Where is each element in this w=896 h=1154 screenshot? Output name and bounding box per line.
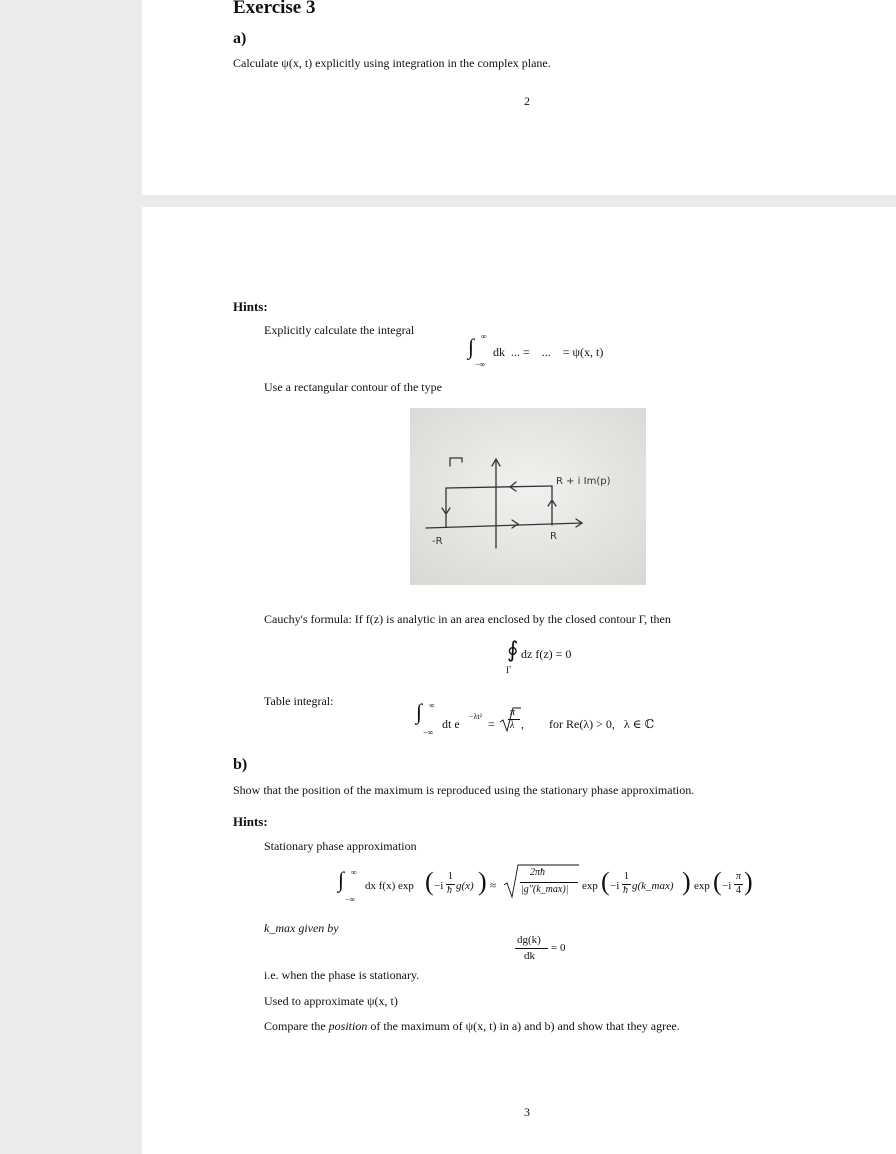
page-number-3: 3 <box>524 1105 530 1119</box>
table-sqrt-num: π <box>510 707 516 718</box>
sp-arg3-pre: −i <box>722 880 732 892</box>
contour-text: Use a rectangular contour of the type <box>264 380 442 394</box>
compare-text <box>264 1019 680 1034</box>
sp-exp3: exp <box>694 880 710 892</box>
table-condition: for Re(λ) > 0, λ ∈ ℂ <box>549 717 655 731</box>
contour-integral-sign: ∮ <box>507 637 519 662</box>
contour-sketch <box>410 408 646 585</box>
sp-frac2-num: 1 <box>624 871 629 882</box>
table-upper: ∞ <box>429 701 435 710</box>
contour-label-minus-r: -R <box>432 536 443 547</box>
contour-photo <box>410 408 646 585</box>
sp-arg2-pre: −i <box>610 880 620 892</box>
sp-frac1-num: 1 <box>448 871 453 882</box>
exercise-title: Exercise 3 <box>233 0 316 18</box>
sp-frac3-den: 4 <box>736 885 741 896</box>
contour-label-top: R + i Im(p) <box>556 476 611 487</box>
table-lower: −∞ <box>423 728 434 737</box>
explicit-text: Explicitly calculate the integral <box>264 323 415 337</box>
compare-post: of the maximum of ψ(x, t) in a) and b) and show that they agree. <box>367 1019 680 1033</box>
sp-arg1-post: g(x) <box>456 880 474 892</box>
sp-arg1-pre: −i <box>434 880 444 892</box>
contour-label-r: R <box>550 531 557 542</box>
integral-lower: −∞ <box>475 360 486 369</box>
kmax-den: dk <box>524 950 535 962</box>
sp-upper: ∞ <box>351 868 357 877</box>
sp-lower: −∞ <box>345 895 356 904</box>
part-b-text: Show that the position of the maximum is reproduced using the stationary phase approximation. <box>233 783 695 797</box>
contour-sub: Γ <box>506 665 512 675</box>
used-text: Used to approximate ψ(x, t) <box>264 994 398 1008</box>
hints-label: Hints: <box>233 299 268 314</box>
table-sqrt-den: λ <box>510 720 515 731</box>
page-number: 2 <box>524 94 530 108</box>
kmax-rhs: = 0 <box>551 942 566 954</box>
sp-frac3-num: π <box>736 871 742 882</box>
sp-sqrt-num: 2πħ <box>530 867 546 878</box>
integral-body: dk ... = ... = ψ(x, t) <box>493 345 604 359</box>
table-integral-sign: ∫ <box>416 699 423 724</box>
cauchy-body: dz f(z) = 0 <box>521 647 572 661</box>
ie-text: i.e. when the phase is stationary. <box>264 968 420 982</box>
sp-frac1-den: ħ <box>447 885 452 896</box>
page-1 <box>142 0 896 195</box>
cauchy-text: Cauchy's formula: If f(z) is analytic in an area enclosed by the closed contour Γ, then <box>264 612 671 626</box>
part-b-label: b) <box>233 756 248 773</box>
sp-lhs: dx f(x) exp <box>365 880 414 892</box>
compare-em: position <box>328 1019 368 1033</box>
part-a-label: a) <box>233 30 247 47</box>
sp-integral-sign: ∫ <box>338 867 345 892</box>
page-2: Hints: Explicitly calculate the integral ∫ ∞ −∞ dk ... = ... = ψ(x, t) Use a rectangular contour of the type R + i Im(p) -R R Cauchy's formula: If f(z) is analytic in an area enclosed by the closed contour Γ, then ∮ Γ dz f(z) = 0 Table integral: ∫ ∞ −∞ dt e −λt² = π λ , for Re(λ) > 0, λ ∈ ℂ b) Show that the position of the maximum is reproduced using the stationary phase approximation. Hints: Stationary phase approximation ∫ ∞ −∞ dx f(x) exp ( −i 1 ħ g(x) ) ≈ 2πħ |g″(k_max)| exp ( −i 1 ħ g(k_max) ) exp ( −i π 4 ) k_max given by dg(k) dk = 0 i.e. when the phase is stationary. Used to approximate ψ(x, t) Compare the position of the maximum of ψ(x, t) in a) and b) and show that they agree. 3 <box>142 207 896 1154</box>
table-comma: , <box>521 717 524 731</box>
table-equals: = <box>488 717 495 731</box>
sp-approx: ≈ <box>490 880 497 892</box>
part-a-text: Calculate ψ(x, t) explicitly using integration in the complex plane. <box>233 56 551 70</box>
table-label: Table integral: <box>264 694 334 708</box>
stationary-text: Stationary phase approximation <box>264 839 417 853</box>
sp-sqrt-den: |g″(k_max)| <box>521 884 569 895</box>
sp-frac2-den: ħ <box>623 885 628 896</box>
integral-sign: ∫ <box>468 334 475 359</box>
kmax-num: dg(k) <box>517 934 541 946</box>
kmax-text: k_max given by <box>264 921 339 935</box>
integral-upper: ∞ <box>481 332 487 341</box>
compare-pre: Compare the <box>264 1019 329 1033</box>
table-body: dt e <box>442 717 460 731</box>
hints-label-2: Hints: <box>233 814 268 829</box>
sp-arg2-post: g(k_max) <box>632 880 674 892</box>
table-exponent: −λt² <box>469 712 483 721</box>
sp-exp2: exp <box>582 880 598 892</box>
